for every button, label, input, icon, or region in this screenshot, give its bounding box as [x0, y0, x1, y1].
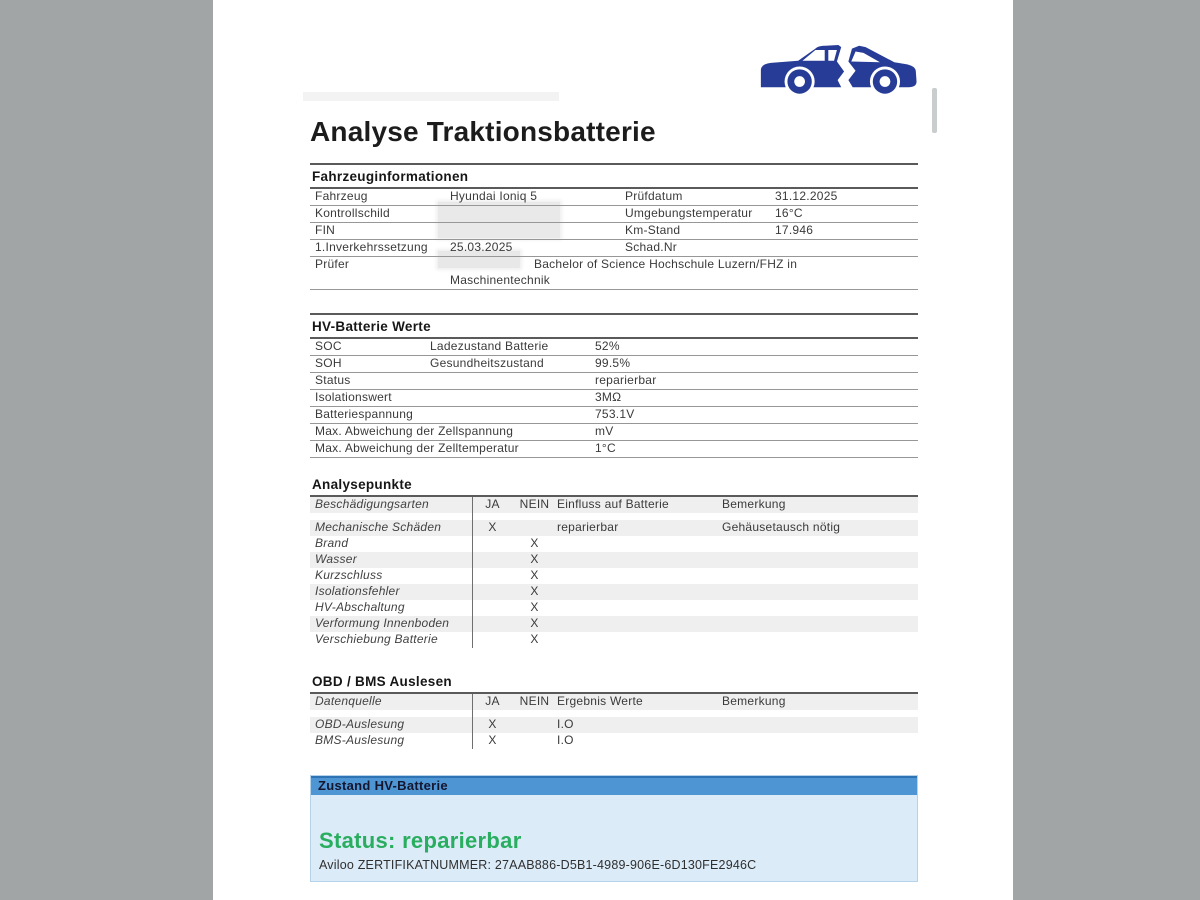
col-header: Einfluss auf Batterie [557, 497, 669, 511]
cell-key: Max. Abweichung der Zellspannung [315, 424, 514, 438]
table-row [310, 273, 918, 290]
certificate-number: Aviloo ZERTIFIKATNUMMER: 27AAB886-D5B1-4989-906E-6D130FE2946C [319, 858, 757, 872]
cell-ja [472, 632, 512, 648]
cell-damage-type: Wasser [315, 552, 357, 566]
cell-label: FIN [315, 223, 336, 237]
cell-nein: X [530, 632, 539, 646]
table-row [310, 390, 918, 407]
col-header: JA [472, 694, 512, 710]
cell-result: I.O [557, 733, 574, 747]
cell-desc [430, 373, 595, 389]
panel-heading: Zustand HV-Batterie [311, 776, 917, 795]
table-row [310, 536, 918, 552]
table-row [310, 189, 918, 206]
cell-value: Maschinentechnik [450, 273, 551, 287]
cell-ja [472, 536, 512, 552]
table-row [310, 568, 918, 584]
cell-damage-type: Mechanische Schäden [315, 520, 442, 534]
cell-ja [472, 600, 512, 616]
cell-nein [512, 520, 557, 536]
cell-damage-type: Verschiebung Batterie [315, 632, 438, 646]
cell-ja [472, 616, 512, 632]
col-header: Bemerkung [722, 694, 786, 708]
cell-source: BMS-Auslesung [315, 733, 405, 747]
cell-nein: X [530, 552, 539, 566]
table-row [310, 240, 918, 257]
table-header-row [310, 497, 918, 513]
cell-ja: X [472, 717, 512, 733]
cell-desc: Gesundheitszustand [430, 356, 544, 370]
cell-label: Schad.Nr [625, 240, 678, 254]
vehicle-info-section [310, 163, 918, 290]
page-title: Analyse Traktionsbatterie [310, 116, 656, 147]
cell-key: SOH [315, 356, 342, 370]
cell-effect [557, 584, 722, 600]
table-header-row [310, 694, 918, 710]
table-row [310, 441, 918, 458]
table-row [310, 717, 918, 733]
cell-value [775, 240, 918, 256]
scrollbar-thumb[interactable] [932, 88, 937, 133]
cell-remark [722, 600, 918, 616]
cell-value: 25.03.2025 [450, 240, 513, 254]
table-row [310, 600, 918, 616]
cell-ja [472, 568, 512, 584]
table-spacer [310, 710, 918, 717]
col-header: Beschädigungsarten [315, 497, 429, 511]
cell-effect: reparierbar [557, 520, 619, 534]
table-row [310, 407, 918, 424]
cell-nein: X [530, 600, 539, 614]
cell-ja: X [472, 520, 512, 536]
cell-key: Max. Abweichung der Zelltemperatur [315, 441, 519, 455]
cell-label: Km-Stand [625, 223, 681, 237]
cell-label: Prüfer [315, 257, 350, 271]
cell-effect [557, 552, 722, 568]
cell-source: OBD-Auslesung [315, 717, 405, 731]
cell-label: Kontrollschild [315, 206, 390, 220]
table-row [310, 584, 918, 600]
cell-nein [512, 717, 557, 733]
table-row [310, 223, 918, 240]
cell-damage-type: Isolationsfehler [315, 584, 400, 598]
cell-value [450, 206, 625, 222]
hv-values-heading: HV-Batterie Werte [310, 315, 918, 339]
cell-effect [557, 600, 722, 616]
cell-value: 31.12.2025 [775, 189, 838, 203]
col-header: NEIN [519, 497, 550, 511]
cell-damage-type: Kurzschluss [315, 568, 383, 582]
col-header: Bemerkung [722, 497, 786, 511]
battery-status-panel [310, 775, 918, 882]
cell-damage-type: HV-Abschaltung [315, 600, 405, 614]
cell-ja [472, 552, 512, 568]
cell-remark [722, 552, 918, 568]
cell-label [310, 273, 450, 289]
cell-nein: X [530, 536, 539, 550]
cell-remark [722, 733, 918, 749]
cell-effect [557, 632, 722, 648]
table-row [310, 257, 918, 273]
cell-remark [722, 616, 918, 632]
cell-value: 1°C [595, 441, 616, 455]
cell-effect [557, 616, 722, 632]
col-header: Ergebnis Werte [557, 694, 643, 708]
cell-value: 52% [595, 339, 620, 353]
cell-value: 17.946 [775, 223, 814, 237]
cell-desc: Ladezustand Batterie [430, 339, 549, 353]
analysis-heading: Analysepunkte [310, 473, 918, 497]
cell-remark [722, 632, 918, 648]
cell-remark [722, 584, 918, 600]
cell-result: I.O [557, 717, 574, 731]
cell-effect [557, 536, 722, 552]
hv-values-section [310, 313, 918, 458]
table-row [310, 632, 918, 648]
table-row [310, 339, 918, 356]
table-row [310, 552, 918, 568]
cell-desc [430, 407, 595, 423]
cell-key: Isolationswert [315, 390, 392, 404]
cell-value: Hyundai Ioniq 5 [450, 189, 538, 203]
cell-value: reparierbar [595, 373, 657, 387]
split-car-icon [758, 30, 923, 98]
cell-label: Fahrzeug [315, 189, 368, 203]
cell-label: 1.Inverkehrssetzung [315, 240, 428, 254]
cell-value [450, 223, 625, 239]
cell-damage-type: Verformung Innenboden [315, 616, 450, 630]
table-row [310, 616, 918, 632]
cell-damage-type: Brand [315, 536, 349, 550]
cell-remark [722, 536, 918, 552]
redaction-box [303, 92, 559, 101]
table-spacer [310, 513, 918, 520]
cell-label: Prüfdatum [625, 189, 683, 203]
document-page [213, 0, 1013, 900]
table-row [310, 424, 918, 441]
cell-remark [722, 568, 918, 584]
obd-heading: OBD / BMS Auslesen [310, 670, 918, 694]
cell-value: 99.5% [595, 356, 631, 370]
cell-remark [722, 717, 918, 733]
col-header: Datenquelle [315, 694, 382, 708]
table-row [310, 206, 918, 223]
status-text: Status: reparierbar [319, 828, 522, 853]
vehicle-info-heading: Fahrzeuginformationen [310, 165, 918, 189]
cell-value: mV [595, 424, 614, 438]
cell-desc [430, 390, 595, 406]
cell-key: Batteriespannung [315, 407, 414, 421]
cell-remark: Gehäusetausch nötig [722, 520, 841, 534]
cell-value: 3MΩ [595, 390, 622, 404]
col-header: JA [472, 497, 512, 513]
table-row [310, 356, 918, 373]
cell-value: Bachelor of Science Hochschule Luzern/FHZ in [534, 257, 798, 271]
cell-value: 753.1V [595, 407, 635, 421]
analysis-section [310, 473, 918, 648]
cell-effect [557, 568, 722, 584]
cell-value: 16°C [775, 206, 803, 220]
cell-key: Status [315, 373, 351, 387]
table-row [310, 520, 918, 536]
col-header: NEIN [519, 694, 550, 708]
cell-nein: X [530, 568, 539, 582]
cell-label: Umgebungstemperatur [625, 206, 753, 220]
cell-ja: X [472, 733, 512, 749]
table-row [310, 373, 918, 390]
cell-nein: X [530, 616, 539, 630]
cell-ja [472, 584, 512, 600]
cell-nein [512, 733, 557, 749]
table-row [310, 733, 918, 749]
cell-key: SOC [315, 339, 342, 353]
cell-nein: X [530, 584, 539, 598]
obd-section [310, 670, 918, 749]
